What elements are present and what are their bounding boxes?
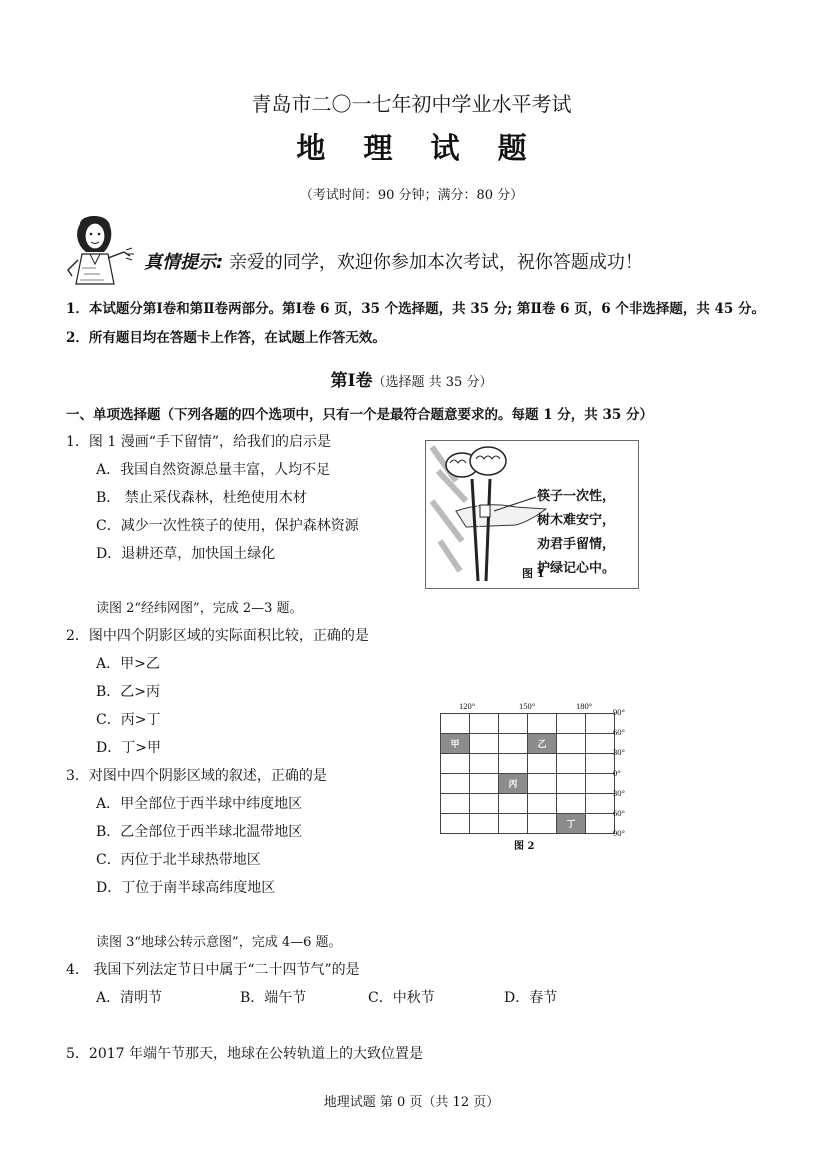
teacher-cartoon-icon [60,212,138,286]
grid-cell [586,734,615,754]
section-title-sub: （选择题 共 35 分） [372,375,493,390]
q1-stem: 1．图 1 漫画“手下留情”，给我们的启示是 [66,434,332,450]
grid-cell [557,754,586,774]
grid-cell [557,794,586,814]
tip-line [144,248,643,274]
grid-cell [586,714,615,734]
q1-option-a: A．我国自然资源总量丰富，人均不足 [96,462,331,478]
exam-info: （考试时间：90 分钟；满分：80 分） [299,188,524,203]
grid-cell [528,774,557,794]
grid-cell [441,814,470,834]
q1-option-c: C．减少一次性筷子的使用，保护森林资源 [96,518,359,534]
section-title [0,366,823,391]
lon-label: 180° [576,701,593,711]
grid-cell [528,814,557,834]
graticule-grid [440,713,615,834]
q4-option-c: C．中秋节 [368,990,435,1006]
grid-cell [557,734,586,754]
q4-option-d: D．春节 [504,990,558,1006]
region-bing: 丙 [499,774,528,794]
grid-cell [499,734,528,754]
fig1-poem-line: 护绿记心中。 [537,561,616,576]
region-ding: 丁 [557,814,586,834]
region-yi: 乙 [528,734,557,754]
q2-stem: 2．图中四个阴影区域的实际面积比较，正确的是 [66,628,369,644]
grid-cell [586,814,615,834]
q1-option-b: B． 禁止采伐森林，杜绝使用木材 [96,490,307,506]
fig2-caption: 图 2 [514,841,535,852]
q4-option-a: A．清明节 [96,990,163,1006]
grid-cell [586,794,615,814]
lat-label: 0° [613,768,621,778]
tip-text: 亲爱的同学，欢迎你参加本次考试，祝你答题成功！ [228,252,643,273]
q3-option-c: C．丙位于北半球热带地区 [96,852,261,868]
grid-cell [441,754,470,774]
q3-option-a: A．甲全部位于西半球中纬度地区 [96,796,303,812]
subject-title: 地 理 试 题 [296,131,541,165]
grid-cell [470,714,499,734]
note-2: 2．所有题目均在答题卡上作答，在试题上作答无效。 [66,330,386,346]
grid-cell [470,754,499,774]
grid-cell [441,714,470,734]
read-fig3: 读图 3“地球公转示意图”，完成 4—6 题。 [96,935,342,950]
lat-label: 60° [613,727,625,737]
grid-cell [470,794,499,814]
q5-stem: 5．2017 年端午节那天，地球在公转轨道上的大致位置是 [66,1046,423,1062]
q4-stem: 4． 我国下列法定节日中属于“二十四节气”的是 [66,962,360,978]
lat-label: 30° [613,747,625,757]
grid-cell [441,794,470,814]
grid-cell [557,774,586,794]
q2-option-b: B．乙>丙 [96,684,161,700]
fig1-caption: 图 1 [522,567,545,580]
grid-cell [441,774,470,794]
region-jia: 甲 [441,734,470,754]
fig1-poem-line: 筷子一次性， [537,489,616,504]
grid-cell [499,814,528,834]
grid-cell [557,714,586,734]
grid-cell [499,714,528,734]
fig1-poem-line: 树木难安宁， [537,513,616,528]
q3-option-b: B．乙全部位于西半球北温带地区 [96,824,303,840]
grid-cell [586,774,615,794]
lat-label: 60° [613,808,625,818]
lat-label: 90° [613,828,625,838]
grid-cell [528,794,557,814]
fig1-poem-line: 劝君手留情， [537,537,616,552]
grid-cell [470,774,499,794]
lon-label: 120° [459,701,476,711]
part-title: 一、单项选择题（下列各题的四个选项中，只有一个是最符合题意要求的。每题 1 分，共 35 分） [66,407,653,423]
grid-cell [499,794,528,814]
grid-cell [528,714,557,734]
grid-cell [470,814,499,834]
section-title-main: 第Ⅰ卷 [330,371,373,391]
read-fig2: 读图 2“经纬网图”，完成 2—3 题。 [96,601,303,616]
q3-stem: 3．对图中四个阴影区域的叙述，正确的是 [66,768,327,784]
lat-label: 90° [613,707,625,717]
grid-cell [470,734,499,754]
exam-title: 青岛市二〇一七年初中学业水平考试 [251,92,572,116]
q3-option-d: D．丁位于南半球高纬度地区 [96,880,276,896]
fig1-poem [537,485,615,581]
grid-cell [586,754,615,774]
grid-cell [528,754,557,774]
lat-label: 30° [613,788,625,798]
lon-label: 150° [519,701,536,711]
tip-label: 真情提示: [144,252,224,273]
figure-1 [425,440,639,589]
q4-option-b: B．端午节 [240,990,307,1006]
q2-option-a: A．甲>乙 [96,656,160,672]
note-1: 1．本试题分第Ⅰ卷和第Ⅱ卷两部分。第Ⅰ卷 6 页，35 个选择题，共 35 分; 第Ⅱ卷 6 页，6 个非选择题，共 45 分。 [66,301,765,317]
q1-option-d: D．退耕还草，加快国土绿化 [96,546,276,562]
grid-cell [499,754,528,774]
q2-option-d: D．丁>甲 [96,740,161,756]
q2-option-c: C．丙>丁 [96,712,161,728]
page-footer: 地理试题 第 0 页（共 12 页） [323,1095,500,1110]
